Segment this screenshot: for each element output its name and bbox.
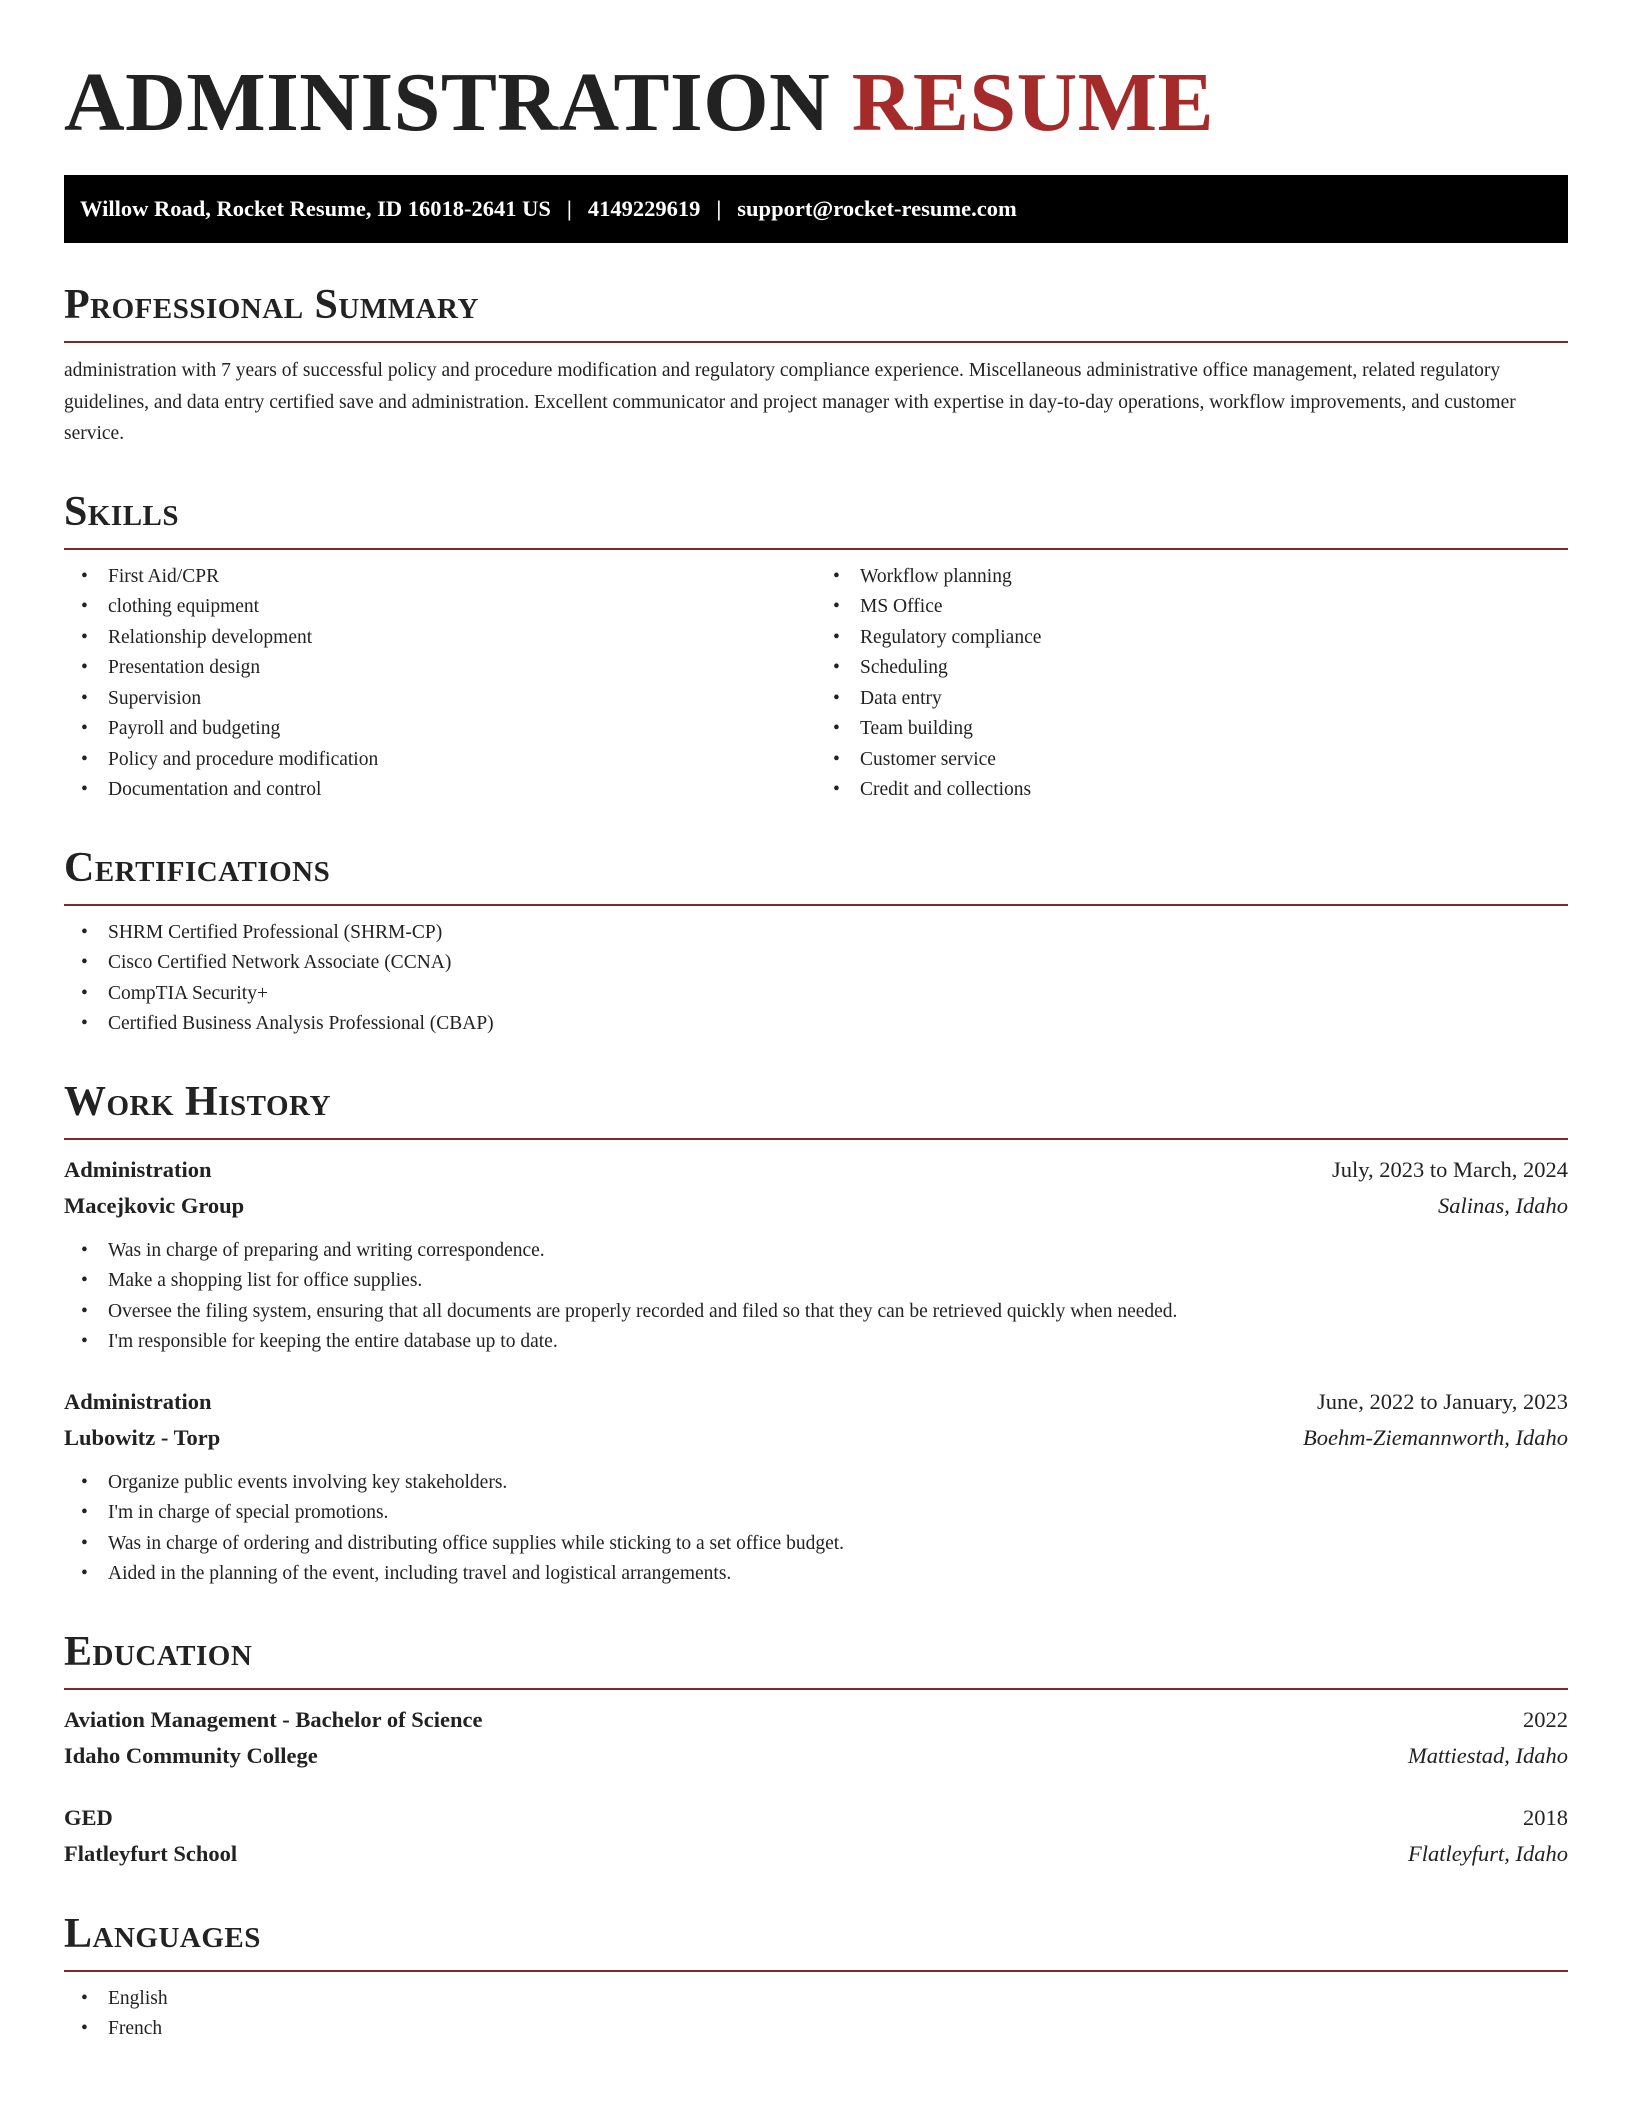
summary-section [64,281,1568,450]
certification-item: • Cisco Certified Network Associate (CCNA) [64,948,1568,979]
resume-title-last: RESUME [851,56,1215,149]
skills-column-left [64,562,816,806]
languages-heading: Languages [64,1910,1568,1972]
job-bullet: • Organize public events involving key stakeholders. [64,1468,1568,1499]
education-school: Flatleyfurt School [64,1840,238,1866]
skill-item: • Supervision [64,684,816,715]
contact-bar [64,175,1568,243]
skill-item: • Presentation design [64,653,816,684]
work-history-section [64,1078,1568,1590]
education-year: 2018 [1523,1804,1568,1830]
skill-item: • Relationship development [64,623,816,654]
skill-item: • Data entry [816,684,1568,715]
education-entry [64,1800,1568,1872]
certification-item: • SHRM Certified Professional (SHRM-CP) [64,918,1568,949]
skill-item: • First Aid/CPR [64,562,816,593]
job-bullet: • Oversee the filing system, ensuring that all documents are properly recorded and filed so that they can be retrieved quickly when needed. [64,1297,1568,1328]
skills-section [64,488,1568,806]
job-company: Lubowitz - Torp [64,1424,221,1450]
education-section [64,1628,1568,1872]
skill-item: • Team building [816,714,1568,745]
skill-item: • Documentation and control [64,775,816,806]
skill-item: • Regulatory compliance [816,623,1568,654]
skill-item: • clothing equipment [64,592,816,623]
languages-section [64,1910,1568,2045]
education-entry [64,1702,1568,1774]
job-location: Salinas, Idaho [1437,1192,1568,1218]
job-dates: June, 2022 to January, 2023 [1316,1388,1568,1414]
job-bullet: • Was in charge of ordering and distributing office supplies while sticking to a set office budget. [64,1529,1568,1560]
summary-heading: Professional Summary [64,281,1568,343]
skills-heading: Skills [64,488,1568,550]
job-bullet: • I'm responsible for keeping the entire database up to date. [64,1327,1568,1358]
contact-address: Willow Road, Rocket Resume, ID 16018-2641 US [80,196,551,221]
job-title: Administration [64,1388,212,1414]
contact-separator: | [566,196,572,221]
skill-item: • Customer service [816,745,1568,776]
contact-separator: | [716,196,722,221]
skills-column-right [816,562,1568,806]
job-dates: July, 2023 to March, 2024 [1331,1156,1568,1182]
job-entry [64,1384,1568,1590]
language-item: • English [64,1984,1568,2015]
contact-email: support@rocket-resume.com [737,196,1017,221]
job-company: Macejkovic Group [64,1192,245,1218]
contact-phone: 4149229619 [587,196,701,221]
job-bullet: • Aided in the planning of the event, including travel and logistical arrangements. [64,1559,1568,1590]
education-location: Mattiestad, Idaho [1408,1742,1568,1768]
resume-title-first: ADMINISTRATION [64,56,831,149]
resume-title [64,55,1568,151]
education-year: 2022 [1523,1706,1568,1732]
job-bullet: • Make a shopping list for office supplies. [64,1266,1568,1297]
job-bullet: • I'm in charge of special promotions. [64,1498,1568,1529]
job-location: Boehm-Ziemannworth, Idaho [1303,1424,1568,1450]
certification-item: • Certified Business Analysis Professional (CBAP) [64,1009,1568,1040]
work-history-heading: Work History [64,1078,1568,1140]
skill-item: • Scheduling [816,653,1568,684]
education-school: Idaho Community College [64,1742,318,1768]
job-bullet: • Was in charge of preparing and writing correspondence. [64,1236,1568,1267]
skill-item: • MS Office [816,592,1568,623]
education-degree: GED [64,1804,113,1830]
skill-item: • Payroll and budgeting [64,714,816,745]
skill-item: • Policy and procedure modification [64,745,816,776]
skills-grid [64,562,1568,806]
education-degree: Aviation Management - Bachelor of Science [64,1706,483,1732]
certifications-heading: Certifications [64,844,1568,906]
language-item: • French [64,2014,1568,2045]
education-location: Flatleyfurt, Idaho [1408,1840,1568,1866]
job-entry [64,1152,1568,1358]
education-heading: Education [64,1628,1568,1690]
skill-item: • Credit and collections [816,775,1568,806]
certification-item: • CompTIA Security+ [64,979,1568,1010]
skill-item: • Workflow planning [816,562,1568,593]
job-title: Administration [64,1156,212,1182]
certifications-section [64,844,1568,1040]
summary-text: administration with 7 years of successful policy and procedure modification and regulatory compliance experience. Miscellaneous administrative office management, related regulatory guidelines, and data entry certified save and administration. Excellent communicator and project manager with expertise in day-to-day operations, workflow improvements, and customer service. [64,360,1516,444]
